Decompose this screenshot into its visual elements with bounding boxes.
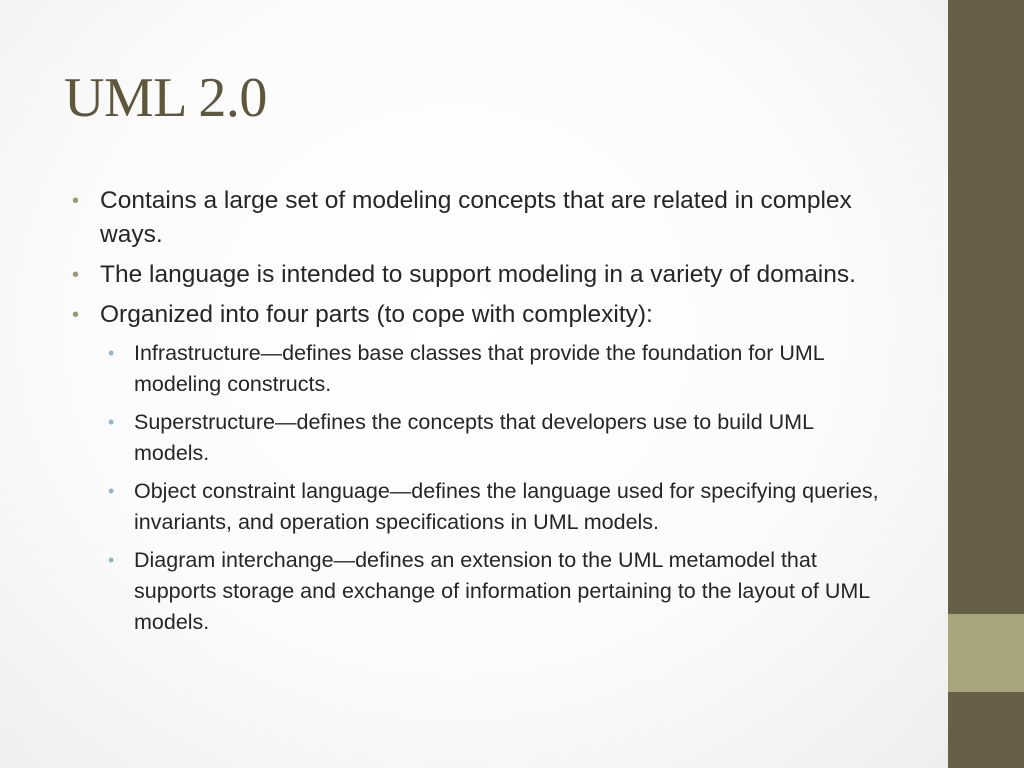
bullet-text: Contains a large set of modeling concepts that are related in complex ways. <box>100 187 852 248</box>
bullet-list <box>72 184 884 645</box>
bullet-icon: • <box>72 264 80 286</box>
sub-bullet-text: Object constraint language—defines the language used for specifying queries, invariants, and operation specifications in UML models. <box>134 479 879 534</box>
sub-bullet-item <box>72 545 884 638</box>
sub-bullet-item <box>72 338 884 400</box>
sub-bullet-item <box>72 476 884 538</box>
slide-title: UML 2.0 <box>64 67 267 129</box>
sub-bullet-icon: • <box>108 343 115 363</box>
bullet-icon: • <box>72 190 80 212</box>
sub-bullet-text: Superstructure—defines the concepts that developers use to build UML models. <box>134 410 814 465</box>
bullet-icon: • <box>72 304 80 326</box>
bullet-text: The language is intended to support modeling in a variety of domains. <box>100 261 856 288</box>
sub-bullet-icon: • <box>108 481 115 501</box>
sub-bullet-icon: • <box>108 412 115 432</box>
decorative-sidebar-accent <box>948 614 1024 692</box>
sub-bullet-icon: • <box>108 550 115 570</box>
sub-bullet-item <box>72 407 884 469</box>
bullet-item <box>72 184 884 252</box>
bullet-item <box>72 258 884 292</box>
sub-bullet-text: Infrastructure—defines base classes that provide the foundation for UML modeling constructs. <box>134 341 824 396</box>
bullet-item <box>72 298 884 332</box>
sub-bullet-text: Diagram interchange—defines an extension to the UML metamodel that supports storage and exchange of information pertaining to the layout of UML models. <box>134 548 870 634</box>
bullet-text: Organized into four parts (to cope with complexity): <box>100 301 653 328</box>
